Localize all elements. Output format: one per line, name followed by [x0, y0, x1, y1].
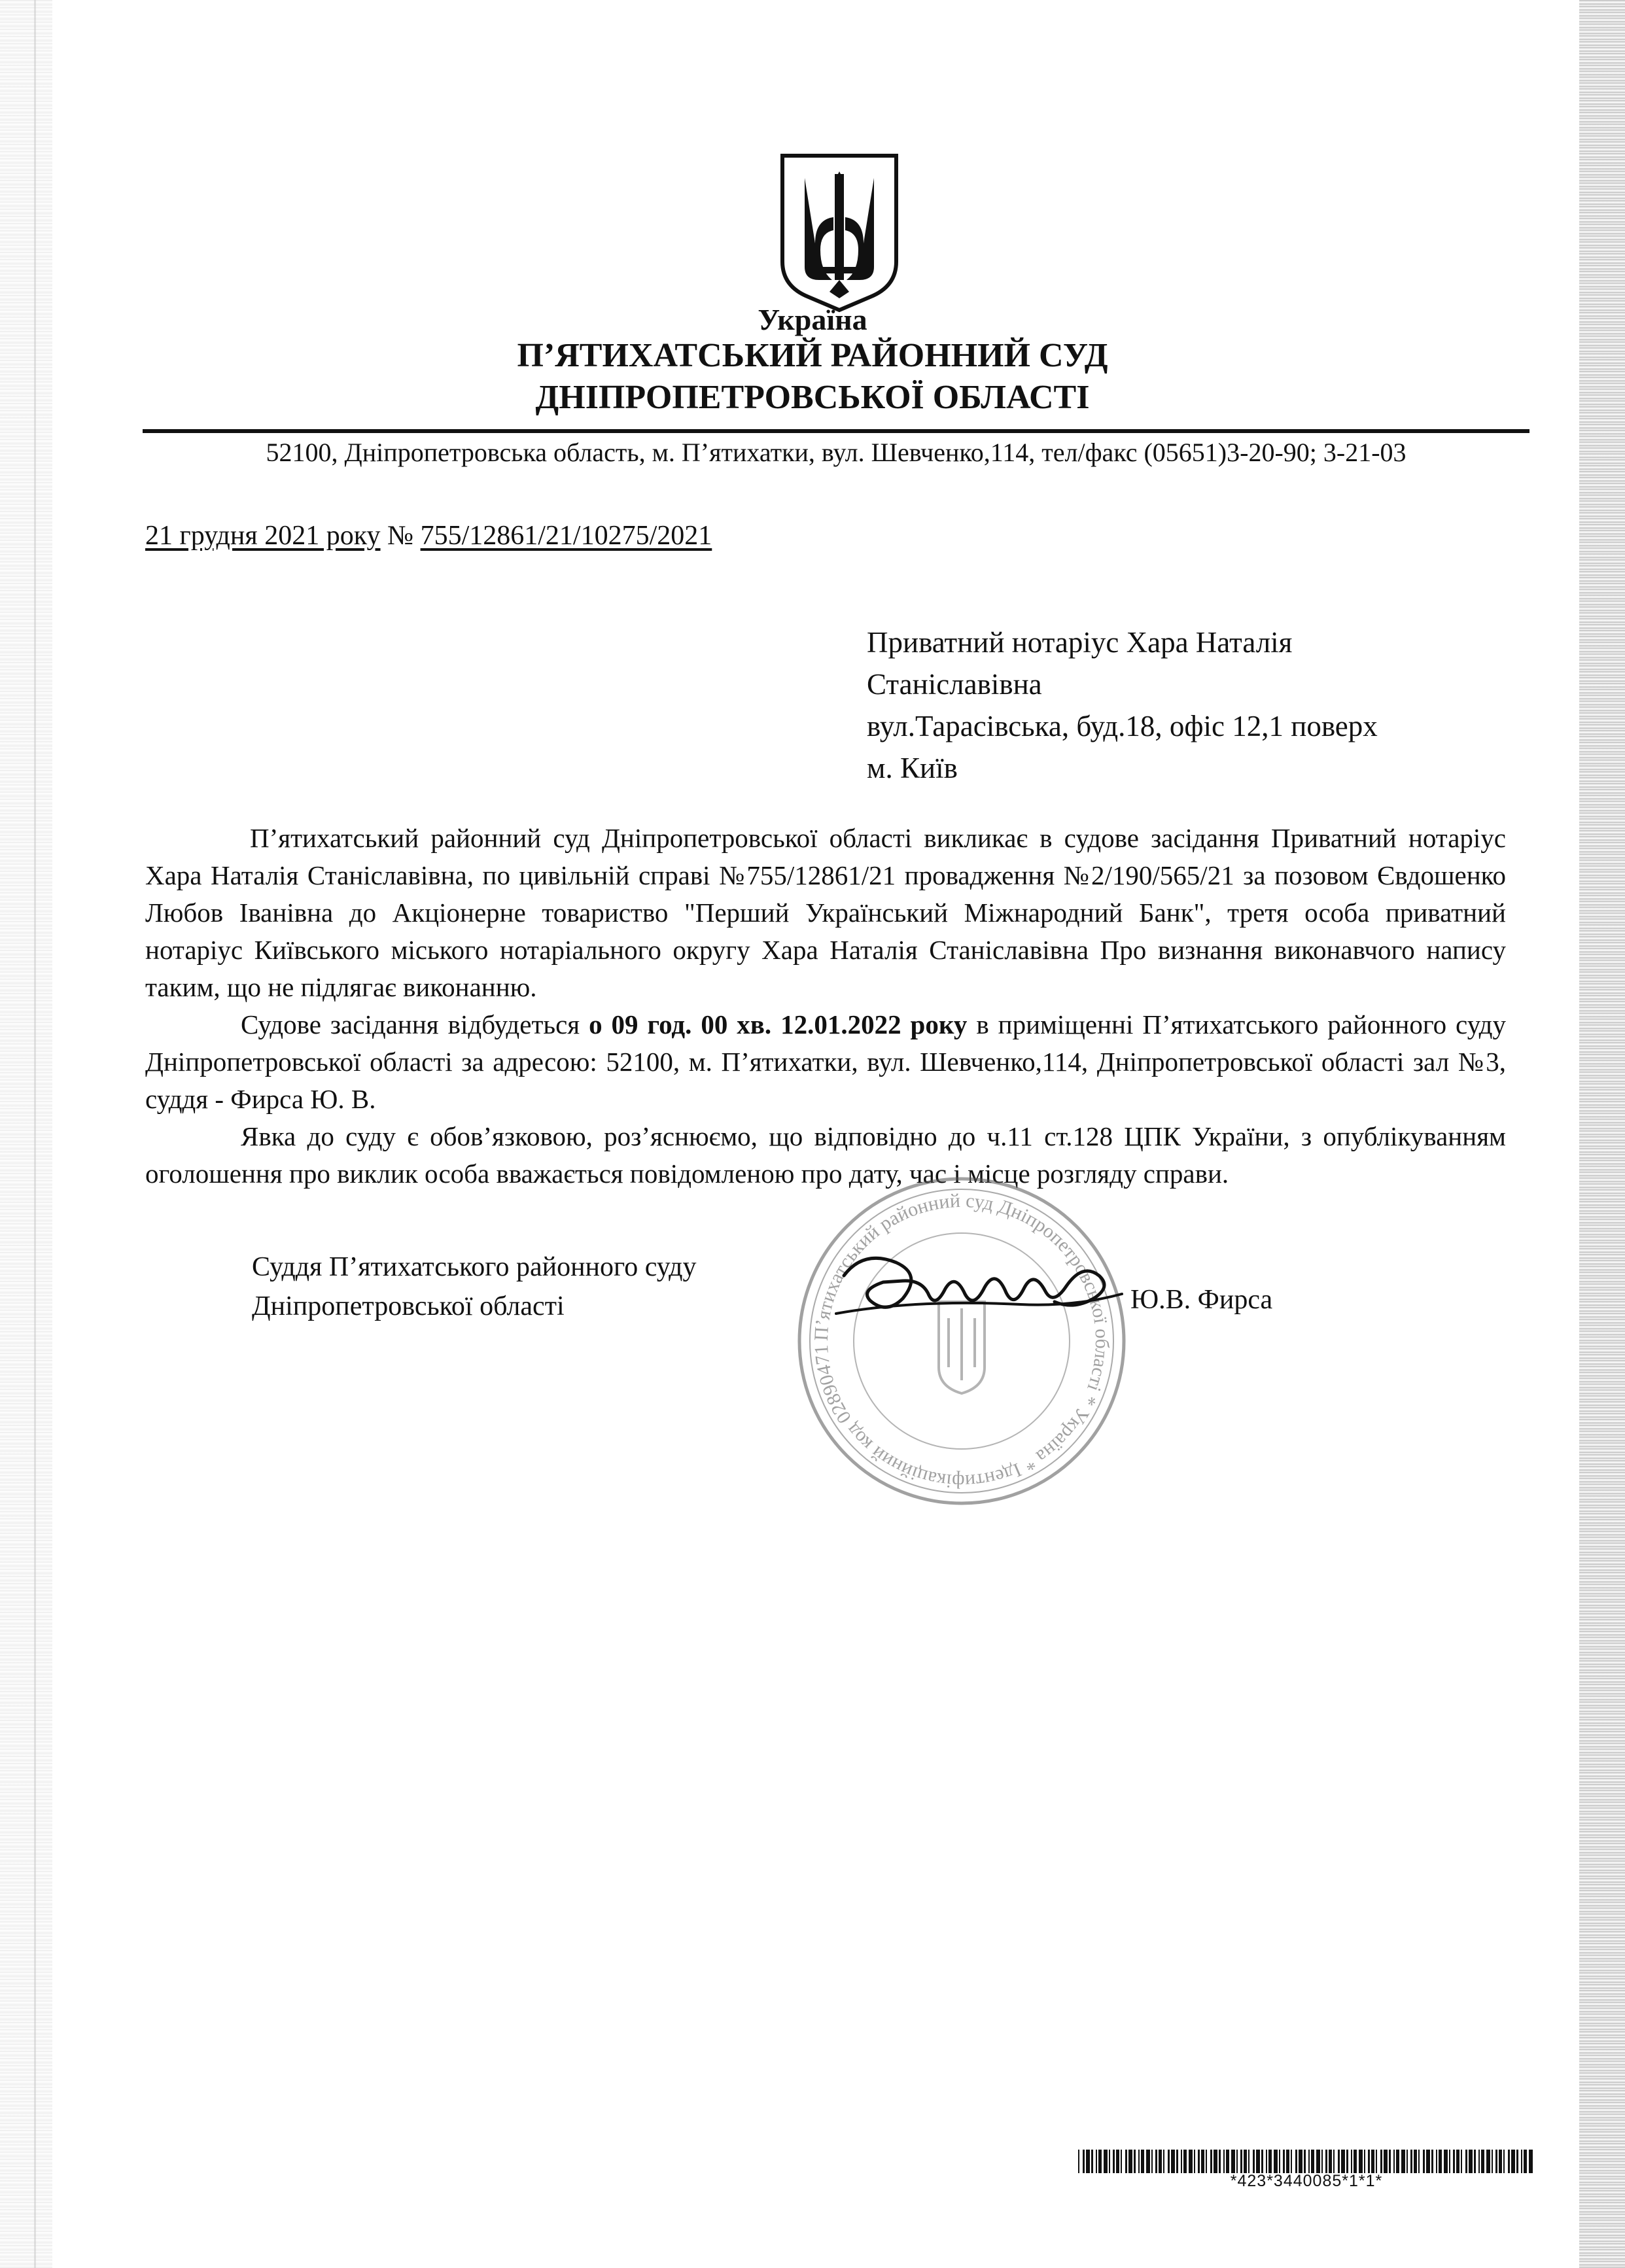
- seal-text: П’ятихатський районний суд Дніпропетровської області * Україна * Ідентифікаційний код 02890471: [810, 1189, 1113, 1493]
- barcode-text: *423*3440085*1*1*: [1230, 2172, 1383, 2190]
- addressee-line-2: Станіславівна: [867, 668, 1042, 701]
- body-p2-part1: Судове засідання відбудеться: [241, 1009, 589, 1039]
- body-p1-part2: , по цивільній справі №755/12861/21 провадження №2/190/565/21 за позовом Євдошенко Любов Іванівна до Акціонерне товариство "Перший Український Міжнародний Банк", третя особа приватний нотаріус Київського міського нотаріального округу Хара Наталія Станіславівна Про визнання виконавчого напису таким, що не підлягає виконанню.: [145, 860, 1506, 1002]
- body-p2-part2: в приміщенні П’ятихатського районного суду Дніпропетровської області за адресою: 52100, м. П’ятихатки, вул. Шевченко,114, Дніпропетровської області зал №3, суддя - Фирса Ю. В.: [145, 1009, 1506, 1114]
- addressee-line-1: Приватний нотаріус Хара Наталія: [867, 626, 1293, 659]
- signatory-name: Ю.В. Фирса: [1130, 1285, 1273, 1315]
- header-court-region: ДНІПРОПЕТРОВСЬКОЇ ОБЛАСТІ: [535, 379, 1090, 416]
- barcode: [1078, 2150, 1535, 2173]
- header-address: 52100, Дніпропетровська область, м. П’ятихатки, вул. Шевченко,114, тел/факс (05651)3-20-90; 3-21-03: [266, 438, 1407, 467]
- header-court-name: П’ЯТИХАТСЬКИЙ РАЙОННИЙ СУД: [517, 337, 1108, 374]
- body-p1-part1: П’ятихатський районний суд Дніпропетровської області викликає в судове засідання Приватний нотаріус Хара Наталія Станіславівна: [145, 823, 1506, 890]
- hearing-datetime: о 09 год. 00 хв. 12.01.2022 року: [589, 1009, 968, 1039]
- court-seal-stamp: [792, 1171, 1132, 1511]
- body-paragraph-2: [145, 1006, 1506, 1118]
- header-divider: [143, 429, 1529, 433]
- reference-date: 21 грудня 2021 року: [145, 521, 381, 551]
- body-paragraph-1: [145, 820, 1506, 1006]
- signature-title: [252, 1247, 697, 1326]
- addressee-line-3: вул.Тарасівська, буд.18, офіс 12,1 поверх: [867, 710, 1378, 742]
- reference-line: [145, 520, 712, 551]
- signature-title-line-2: Дніпропетровської області: [252, 1291, 565, 1321]
- header-country: Україна: [758, 303, 867, 336]
- addressee-block: [867, 621, 1378, 789]
- reference-number-sign: №: [380, 521, 421, 551]
- body-text: [145, 820, 1506, 1193]
- signature-title-line-1: Суддя П’ятихатського районного суду: [252, 1252, 697, 1282]
- reference-number: 755/12861/21/10275/2021: [420, 521, 712, 551]
- handwritten-signature: [824, 1236, 1132, 1341]
- coat-of-arms-icon: [778, 152, 900, 313]
- body-paragraph-3: Явка до суду є обов’язковою, роз’яснюємо, що відповідно до ч.11 ст.128 ЦПК України, з опублікуванням оголошення про виклик особа вважається повідомленою про дату, час і місце розгляду справи.: [145, 1121, 1506, 1189]
- addressee-line-4: м. Київ: [867, 752, 958, 784]
